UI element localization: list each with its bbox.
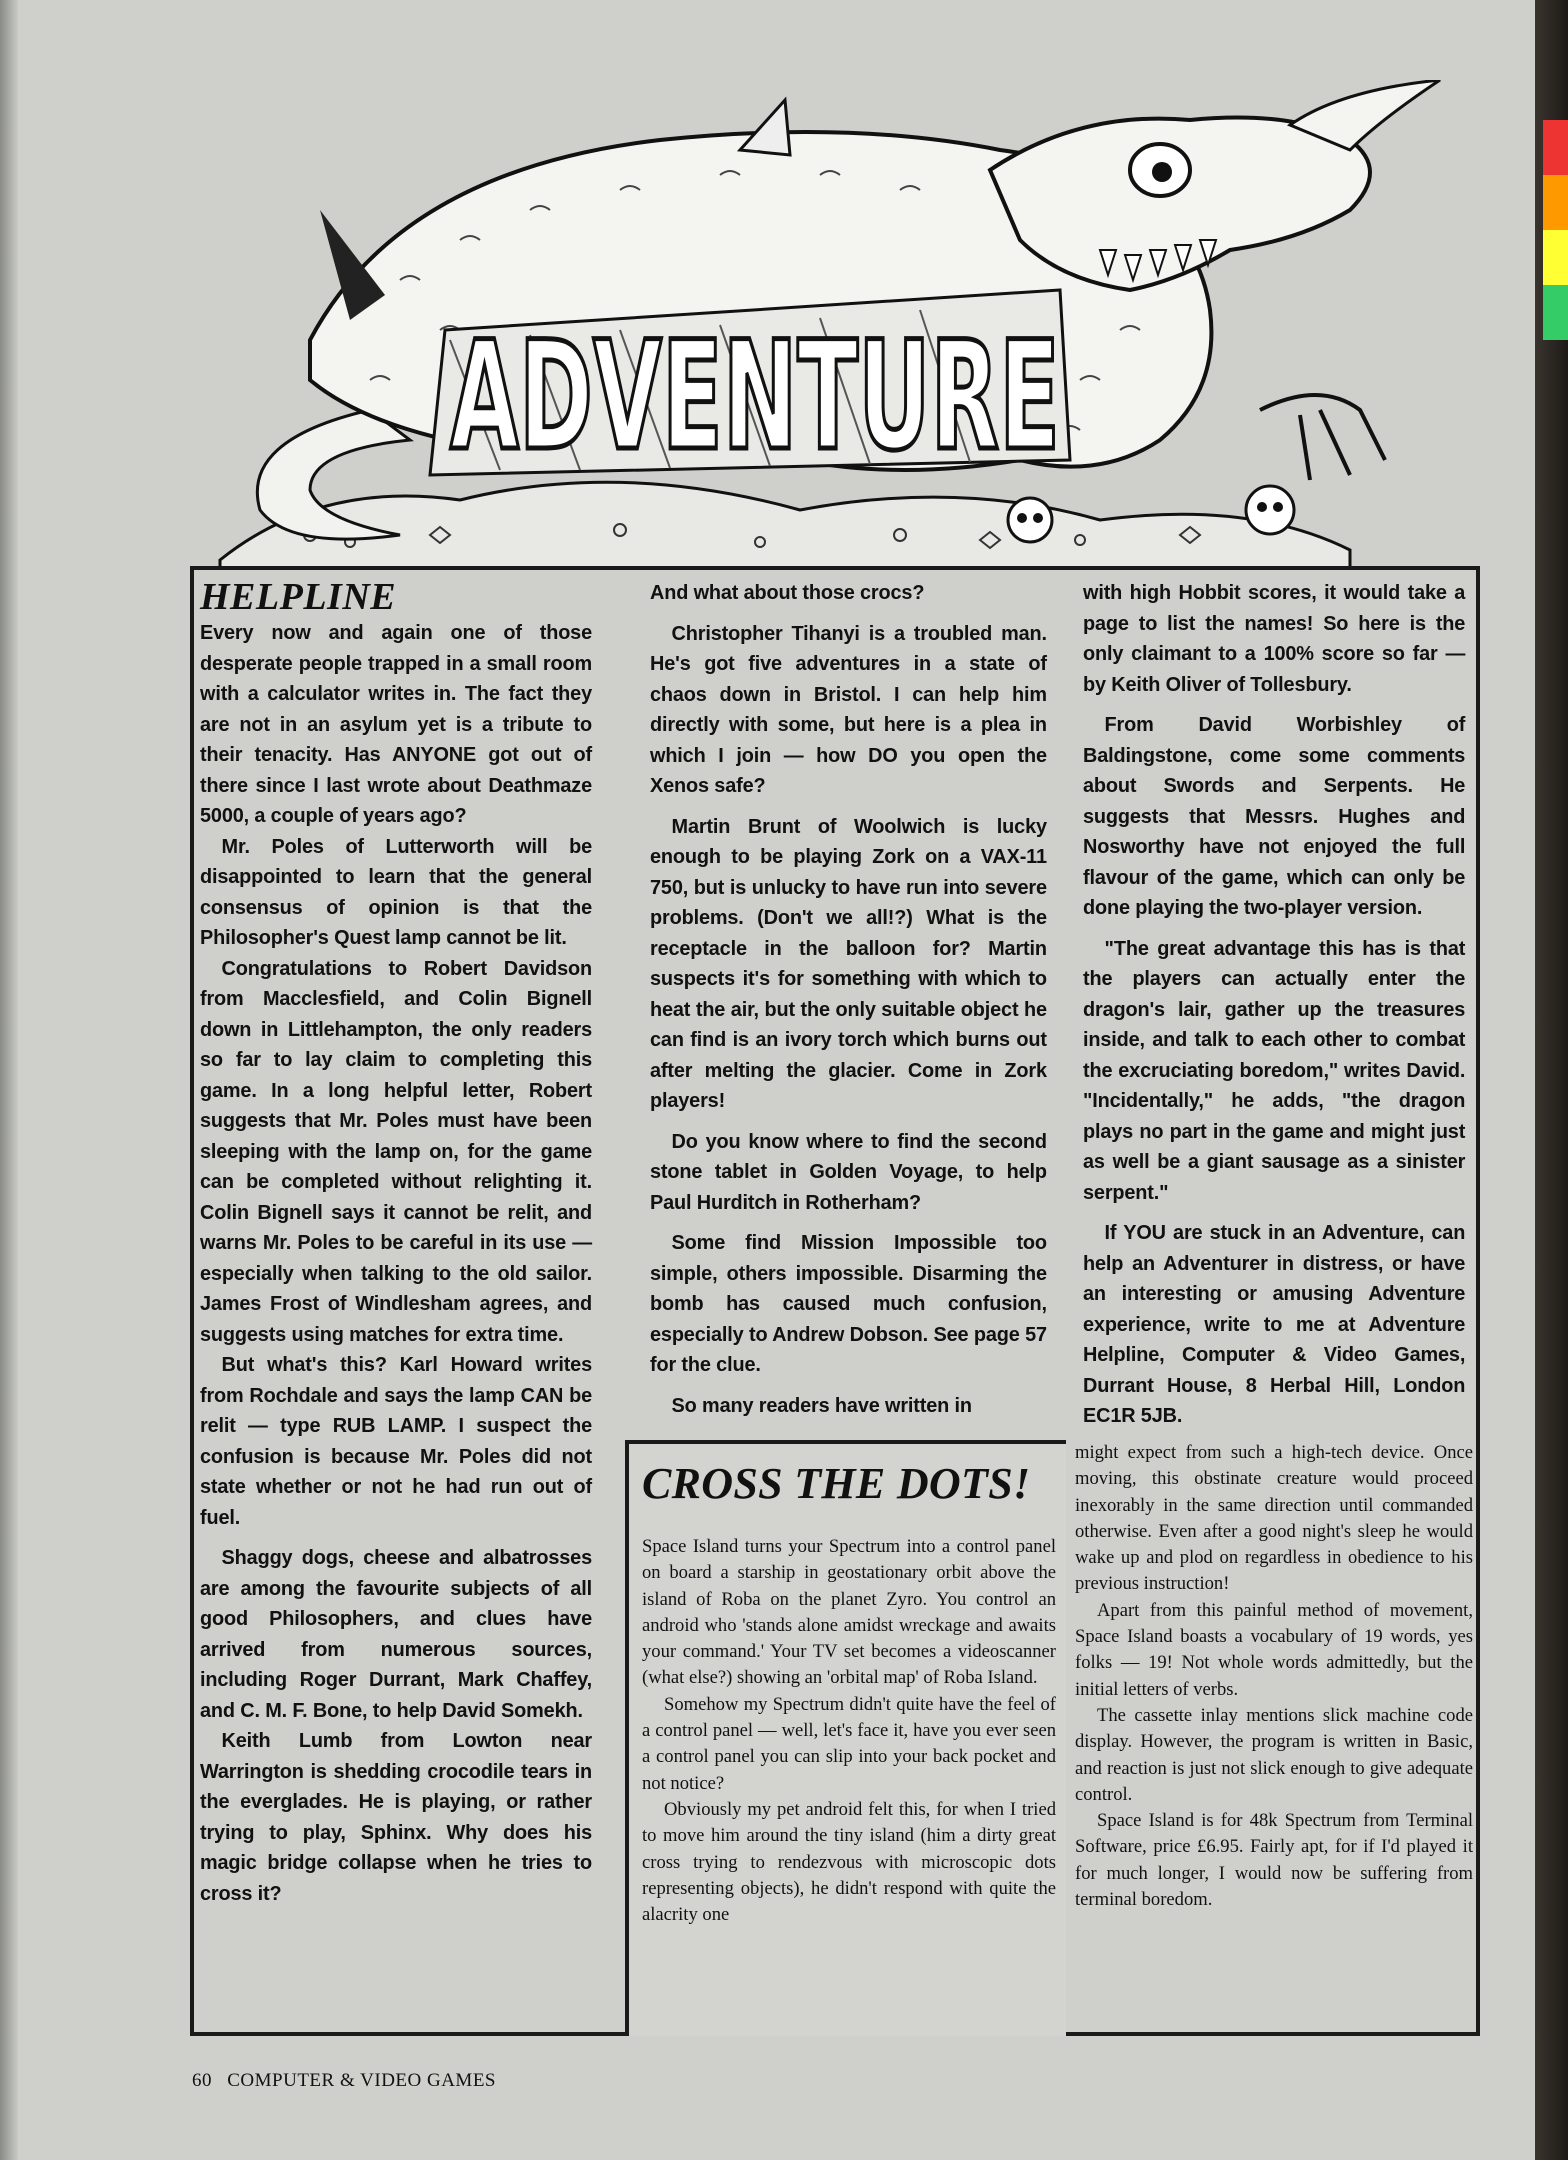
- paragraph: Martin Brunt of Woolwich is lucky enough to be playing Zork on a VAX-11 750, but is unlucky to have run into severe problems. (Don't we all!?) What is the receptacle in the balloon for? Martin suspects it's for something with which to heat the air, but the only suitable object he can find is an ivory torch which burns out after melting the glacier. Come in Zork players!: [650, 815, 1047, 1112]
- paragraph: From David Worbishley of Baldingstone, come some comments about Swords and Serpents. He suggests that Messrs. Hughes and Nosworthy have not enjoyed the full flavour of the game, which can only be done playing the two-player version.: [1083, 714, 1466, 919]
- paragraph: And what about those crocs?: [650, 582, 925, 604]
- cross-the-dots-column-2: [1075, 1440, 1473, 1913]
- cross-the-dots-title: CROSS THE DOTS!: [642, 1459, 1031, 1508]
- cross-the-dots-column-1: [642, 1460, 1056, 1928]
- paragraph: Congratulations to Robert Davidson from Macclesfield, and Colin Bignell down in Littlehampton, the only readers so far to lay claim to completing this game. In a long helpful letter, Robert suggests that Mr. Poles must have been sleeping with the lamp on, for the game can be completed without relighting it. Colin Bignell says it cannot be relit, and warns Mr. Poles to be careful in its use — especially when talking to the old sailor. James Frost of Windlesham agrees, and suggests using matches for extra time.: [200, 957, 592, 1346]
- paragraph: But what's this? Karl Howard writes from Rochdale and says the lamp CAN be relit — type RUB LAMP. I suspect the confusion is because Mr. Poles did not state whether or not he had run out of fuel.: [200, 1354, 592, 1529]
- magazine-name: COMPUTER & VIDEO GAMES: [227, 2070, 497, 2091]
- rainbow-stripe: [1543, 120, 1568, 340]
- paragraph: "The great advantage this has is that the players can actually enter the dragon's lair, gather up the treasures inside, and talk to each other to combat the excruciating boredom," writes David. "Incidentally," he adds, "the dragon plays no part in the game and might just as well be a giant sausage as a sinister serpent.": [1083, 937, 1466, 1204]
- paragraph: with high Hobbit scores, it would take a page to list the names! So here is the only claimant to a 100% score so far — by Keith Oliver of Tollesbury.: [1083, 582, 1466, 696]
- page-gutter: [0, 0, 18, 2160]
- helpline-title: HELPLINE: [200, 576, 397, 618]
- paragraph: Every now and again one of those desperate people trapped in a small room with a calculator writes in. The fact they are not in an asylum yet is a tribute to their tenacity. Has ANYONE got out of there since I last wrote about Deathmaze 5000, a couple of years ago?: [200, 622, 592, 827]
- paragraph: might expect from such a high-tech device. Once moving, this obstinate creature would proceed inexorably in the same direction until commanded otherwise. Even after a good night's sleep he would wake up and plod on regardless in obedience to his previous instruction!: [1075, 1442, 1473, 1595]
- paragraph: Do you know where to find the second stone tablet in Golden Voyage, to help Paul Hurditch in Rotherham?: [650, 1130, 1047, 1214]
- paragraph: Mr. Poles of Lutterworth will be disappointed to learn that the general consensus of opinion is that the Philosopher's Quest lamp cannot be lit.: [200, 835, 592, 949]
- paragraph: If YOU are stuck in an Adventure, can help an Adventurer in distress, or have an interesting or amusing Adventure experience, write to me at Adventure Helpline, Computer & Video Games, Durrant House, 8 Herbal Hill, London EC1R 5JB.: [1083, 1222, 1466, 1427]
- adventure-logo-text: ADVENTURE: [450, 310, 1060, 484]
- page-number: 60: [192, 2070, 212, 2091]
- paragraph: Obviously my pet android felt this, for when I tried to move him around the tiny island (him a dirty great cross trying to rendezvous with microscopic dots representing objects), he didn't respond with quite the alacrity one: [642, 1798, 1056, 1926]
- helpline-column-1: [200, 578, 600, 1909]
- paragraph: So many readers have written in: [671, 1394, 972, 1417]
- page-footer: [192, 2070, 506, 2092]
- paragraph: Somehow my Spectrum didn't quite have the feel of a control panel — well, let's face it, have you ever seen a control panel you can slip into your back pocket and not notice?: [642, 1693, 1056, 1794]
- paragraph: Keith Lumb from Lowton near Warrington is shedding crocodile tears in the everglades. He is playing, or rather trying to play, Sphinx. Why does his magic bridge collapse when he tries to cross it?: [200, 1730, 592, 1905]
- paragraph: Christopher Tihanyi is a troubled man. He's got five adventures in a state of chaos down in Bristol. I can help him directly with some, but here is a plea in which I join — how DO you open the Xenos safe?: [650, 622, 1047, 797]
- helpline-column-2: [650, 578, 1055, 1421]
- paragraph: Apart from this painful method of movement, Space Island boasts a vocabulary of 19 words, yes folks — 19! Not whole words admittedly, but the initial letters of verbs.: [1075, 1599, 1473, 1700]
- paragraph: Some find Mission Impossible too simple, others impossible. Disarming the bomb has caused much confusion, especially to Andrew Dobson. See page 57 for the clue.: [650, 1232, 1047, 1376]
- paragraph: Space Island turns your Spectrum into a control panel on board a starship in geostationary orbit above the island of Roba on the planet Zyro. You control an android who 'stands alone amidst wreckage and awaits your command.' Your TV set becomes a videoscanner (what else?) showing an 'orbital map' of Roba Island.: [642, 1536, 1056, 1689]
- adventure-dragon-banner: [200, 80, 1500, 570]
- paragraph: Shaggy dogs, cheese and albatrosses are among the favourite subjects of all good Philosophers, and clues have arrived from numerous sources, including Roger Durrant, Mark Chaffey, and C. M. F. Bone, to help David Somekh.: [200, 1547, 592, 1722]
- paragraph: Space Island is for 48k Spectrum from Terminal Software, price £6.95. Fairly apt, for if I'd played it for much longer, I would now be suffering from terminal boredom.: [1075, 1810, 1473, 1911]
- paragraph: The cassette inlay mentions slick machine code display. However, the program is written in Basic, and reaction is just not slick enough to give adequate control.: [1075, 1704, 1473, 1805]
- helpline-column-3: [1083, 578, 1473, 1432]
